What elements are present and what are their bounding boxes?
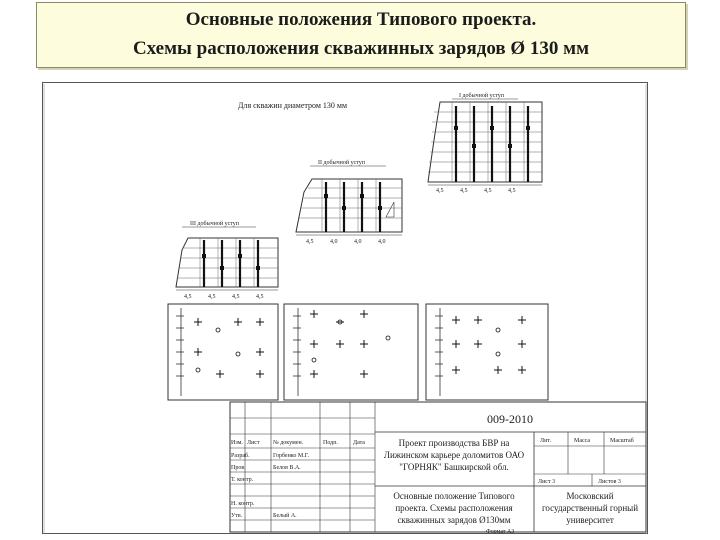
bench-2-dim-3: 4,0 (354, 239, 362, 245)
bench-1-label: I добычной уступ (459, 93, 504, 99)
name-checker: Белов В.А. (273, 465, 301, 471)
project-title-line-2: Лижинском карьере доломитов ОАО (383, 450, 525, 460)
sheet-title-line-1: Основные положение Типового (393, 491, 515, 501)
bench-3-dim-2: 4,5 (208, 294, 216, 300)
bench-3-label: III добычной уступ (190, 221, 239, 227)
label-sheets: Листов 3 (598, 479, 621, 485)
bench-3-dim-4: 4,5 (256, 294, 264, 300)
org-line-1: Московский (566, 491, 614, 501)
name-approved: Белый А. (273, 513, 297, 519)
bench-3-dim-1: 4,5 (184, 294, 192, 300)
slide-title-line-2: Схемы расположения скважинных зарядов Ø 130 мм (132, 38, 590, 59)
sheet-title-line-2: проекта. Схемы расположения (395, 503, 513, 513)
label-sheet: Лист 3 (538, 479, 556, 485)
role-approved: Утв. (231, 513, 243, 519)
col-header-doc-no: № докумен. (273, 440, 304, 446)
bench-1-dim-1: 4,5 (436, 188, 444, 194)
label-mass: Масса (574, 438, 591, 444)
slide-title-box (36, 2, 686, 68)
role-norm-control: Н. контр. (231, 501, 255, 507)
sheet-title-line-3: скважинных зарядов Ø130мм (397, 515, 511, 525)
format-label: Формат А3 (486, 529, 515, 534)
col-header-izm: Изм. (231, 440, 243, 446)
org-line-3: университет (566, 515, 614, 525)
drawing-sheet (42, 82, 648, 534)
label-scale: Масштаб (610, 438, 634, 444)
slide-title-line-1: Основные положения Типового проекта. (185, 9, 537, 30)
bench-2-dim-1: 4,5 (306, 239, 314, 245)
name-developer: Горбенко М.Г. (273, 453, 310, 459)
bench-1-dim-2: 4,5 (460, 188, 468, 194)
label-lit: Лит. (540, 438, 551, 444)
bench-3-dim-3: 4,5 (232, 294, 240, 300)
drawing-caption: Для скважин диаметром 130 мм (238, 101, 348, 110)
project-title-line-1: Проект производства БВР на (398, 438, 510, 448)
col-header-list: Лист (247, 440, 260, 446)
project-title-line-3: "ГОРНЯК" Башкирской обл. (399, 462, 509, 472)
col-header-sign: Подп. (323, 440, 338, 446)
role-checker: Пров. (231, 465, 246, 471)
bench-2-label: II добычной уступ (318, 160, 365, 166)
bench-1-dim-4: 4,5 (508, 188, 516, 194)
role-developer: Разраб. (231, 453, 250, 459)
org-line-2: государственный горный (541, 503, 639, 513)
bench-1-dim-3: 4,5 (484, 188, 492, 194)
bench-2-dim-4: 4,0 (378, 239, 386, 245)
col-header-date: Дата (353, 440, 365, 446)
bench-2-dim-2: 4,0 (330, 239, 338, 245)
engineering-drawing (42, 82, 648, 534)
role-tech-control: Т. контр. (231, 477, 254, 483)
document-code: 009-2010 (487, 412, 533, 426)
